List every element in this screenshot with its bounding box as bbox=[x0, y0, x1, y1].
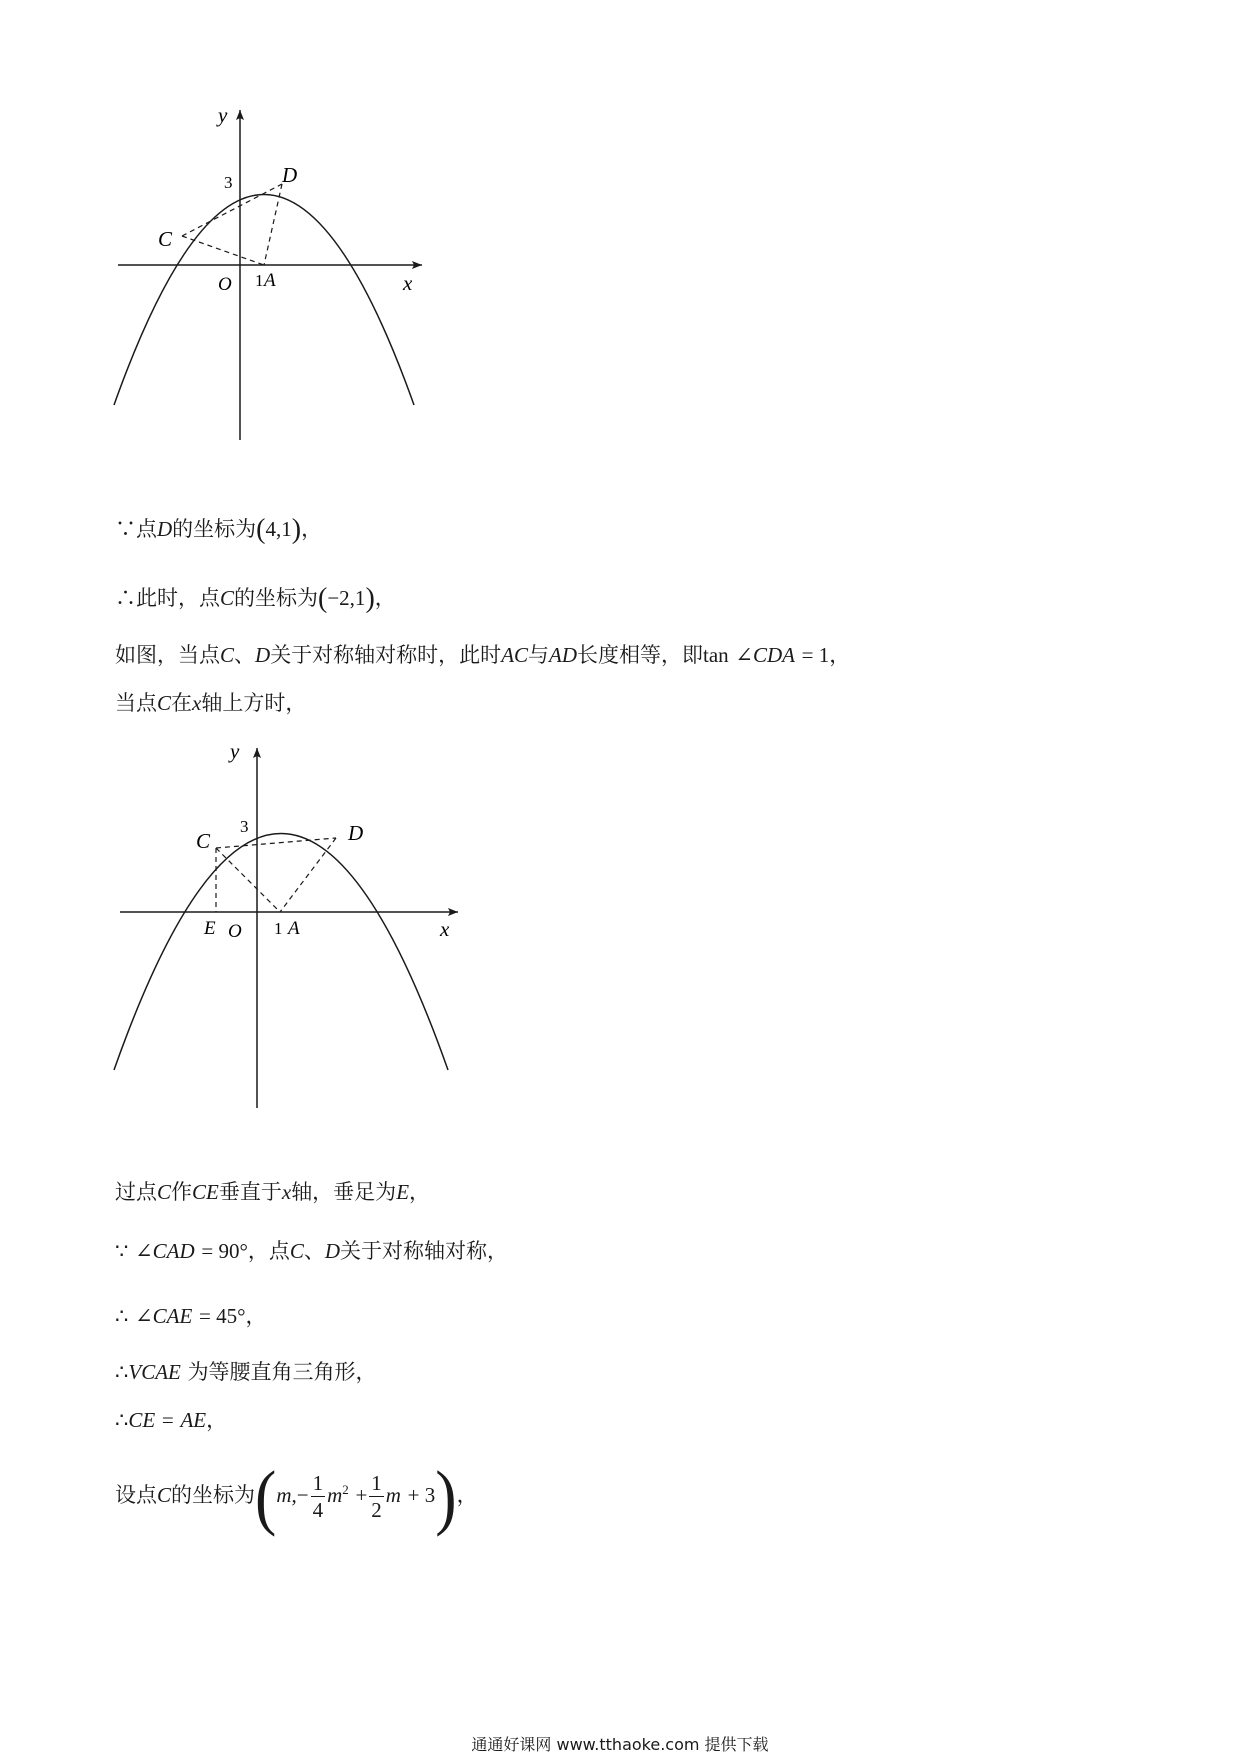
point-a-label: A bbox=[288, 918, 300, 939]
origin-label: O bbox=[218, 274, 232, 295]
text-line-2: ∴此时，点C的坐标为(−2,1)， bbox=[115, 583, 396, 614]
text-line-7: ∴ ∠CAE = 45°， bbox=[115, 1304, 267, 1328]
y-axis-label: y bbox=[218, 103, 228, 127]
segment-da bbox=[264, 184, 282, 265]
tick-x-1: 1 bbox=[255, 271, 264, 290]
figure-1 bbox=[100, 100, 440, 445]
segment-da bbox=[280, 838, 336, 912]
point-a-label: A bbox=[264, 270, 276, 291]
text-line-6: ∵ ∠CAD = 90°，点C、D关于对称轴对称， bbox=[115, 1239, 509, 1263]
origin-label: O bbox=[228, 921, 242, 942]
x-axis-label: x bbox=[440, 917, 450, 941]
point-e-label: E bbox=[204, 918, 216, 939]
x-axis-label: x bbox=[403, 271, 413, 295]
footer-watermark: 通通好课网 www.tthaoke.com 提供下载 bbox=[471, 1735, 769, 1754]
point-d-label: D bbox=[348, 821, 364, 845]
text-line-1: ∵点D的坐标为(4,1)， bbox=[115, 514, 323, 545]
segment-ca bbox=[216, 848, 280, 912]
parabola-curve bbox=[114, 834, 448, 1071]
point-c-label: C bbox=[196, 829, 211, 853]
text-line-4: 当点C在x轴上方时， bbox=[115, 691, 307, 715]
text-line-3: 如图，当点C、D关于对称轴对称时，此时AC与AD长度相等，即tan ∠CDA = 1， bbox=[115, 643, 851, 667]
fraction-one-quarter: $\frac{1}{4}$ bbox=[312, 1471, 324, 1522]
segment-ca bbox=[182, 236, 264, 265]
figure-2 bbox=[100, 740, 470, 1110]
point-c-label: C bbox=[158, 227, 173, 251]
text-line-10: 设点C的坐标为(m,− $\frac{1}{4}$ $m^2$ + $\frac{1}{2}$ m + 3)， bbox=[115, 1455, 478, 1537]
fraction-one-half: $\frac{1}{2}$ bbox=[371, 1471, 382, 1522]
tick-y-3: 3 bbox=[240, 817, 249, 836]
tick-y-3: 3 bbox=[224, 173, 233, 192]
text-line-9: ∴CE = AE， bbox=[115, 1408, 228, 1432]
text-line-5: 过点C作CE垂直于x轴，垂足为E， bbox=[115, 1180, 431, 1204]
y-axis-label: y bbox=[230, 740, 240, 763]
point-d-label: D bbox=[282, 163, 298, 187]
text-line-8: ∴VCAE 为等腰直角三角形， bbox=[115, 1360, 377, 1384]
tick-x-1: 1 bbox=[274, 919, 283, 938]
segment-cd bbox=[216, 838, 336, 848]
